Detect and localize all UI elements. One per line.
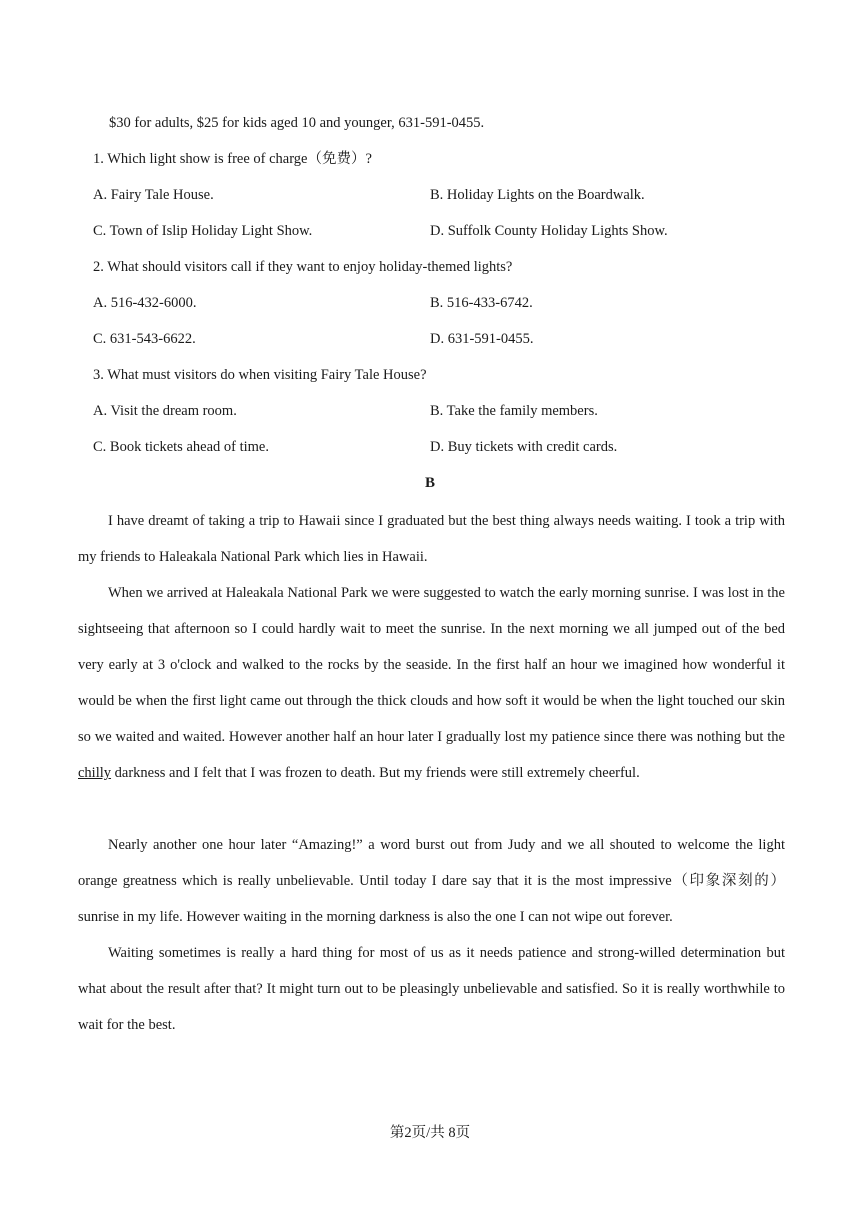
question-3-option-c: C. Book tickets ahead of time.: [93, 439, 269, 455]
intro-line: $30 for adults, $25 for kids aged 10 and younger, 631-591-0455.: [109, 115, 485, 131]
question-2-stem: 2. What should visitors call if they want to enjoy holiday-themed lights?: [93, 259, 513, 275]
question-2-option-c: C. 631-543-6622.: [93, 331, 196, 347]
question-1-option-c: C. Town of Islip Holiday Light Show.: [93, 223, 313, 239]
paragraph-2-text-after: darkness and I felt that I was frozen to death. But my friends were still extremely cheerful.: [114, 765, 640, 781]
question-3-option-d: D. Buy tickets with credit cards.: [430, 439, 618, 455]
passage-paragraph-3: Nearly another one hour later “Amazing!” a word burst out from Judy and we all shouted to welcome the light orange greatness which is really unbelievable. Until today I dare say that it is the most impressive（印象深刻的）sunrise in my life. However waiting in the morning darkness is also the one I can not wipe out forever.: [78, 837, 785, 925]
page-number-footer: 第2页/共 8页: [389, 1125, 471, 1141]
question-2-option-d: D. 631-591-0455.: [430, 331, 534, 347]
underlined-word-chilly: chilly: [78, 765, 112, 781]
section-b-title: B: [424, 475, 435, 491]
question-1-option-d: D. Suffolk County Holiday Lights Show.: [430, 223, 668, 239]
question-1-option-b: B. Holiday Lights on the Boardwalk.: [430, 187, 645, 203]
passage-paragraph-2: [78, 575, 785, 791]
question-2-option-a: A. 516-432-6000.: [93, 295, 197, 311]
question-2-option-b: B. 516-433-6742.: [430, 295, 533, 311]
paragraph-2-text-before: When we arrived at Haleakala National Park we were suggested to watch the early morning sunrise. I was lost in the sightseeing that afternoon so I could hardly wait to meet the sunrise. In the next morning we all jumped out of the bed very early at 3 o'clock and walked to the rocks by the seaside. In the first half an hour we imagined how wonderful it would be when the first light came out through the thick clouds and how soft it would be when the light touched our skin so we waited and waited. However another half an hour later I gradually lost my patience since there was nothing but the: [78, 585, 785, 745]
question-3-option-b: B. Take the family members.: [430, 403, 598, 419]
passage-paragraph-1: I have dreamt of taking a trip to Hawaii since I graduated but the best thing always needs waiting. I took a trip with my friends to Haleakala National Park which lies in Hawaii.: [78, 513, 785, 565]
passage-paragraph-4: Waiting sometimes is really a hard thing for most of us as it needs patience and strong-willed determination but what about the result after that? It might turn out to be pleasingly unbelievable and satisfied. So it is really worthwhile to wait for the best.: [78, 945, 785, 1033]
question-3-option-a: A. Visit the dream room.: [93, 403, 237, 419]
question-1-stem: 1. Which light show is free of charge（免费）?: [93, 151, 372, 167]
question-1-option-a: A. Fairy Tale House.: [93, 187, 214, 203]
question-3-stem: 3. What must visitors do when visiting Fairy Tale House?: [93, 367, 427, 383]
